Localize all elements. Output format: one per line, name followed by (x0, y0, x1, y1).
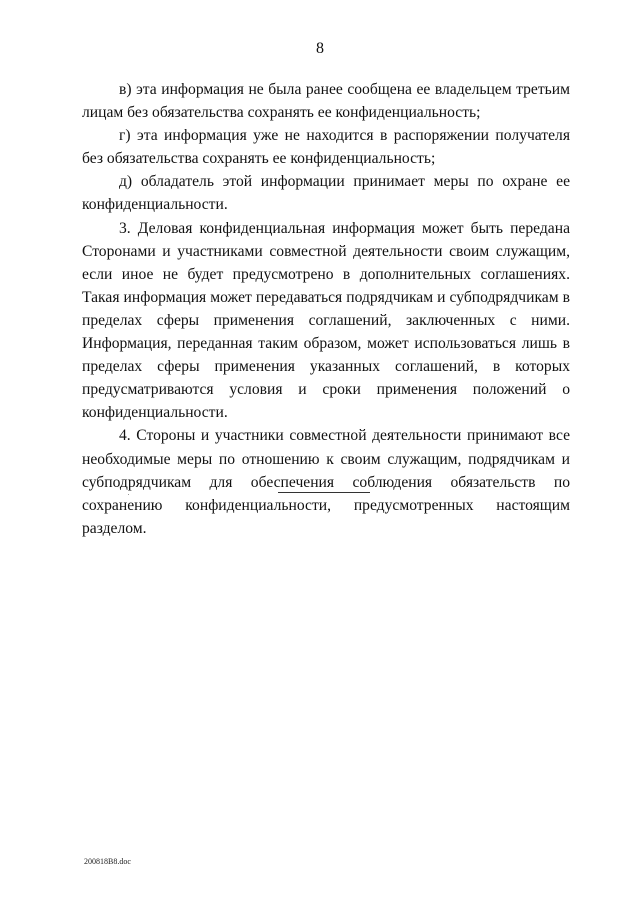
paragraph-g: г) эта информация уже не находится в распоряжении получателя без обязательства сохранять ее конфиденциальность; (82, 127, 570, 168)
page-number: 8 (316, 40, 324, 57)
footer-document-code: 200818В8.doc (84, 857, 131, 866)
paragraph-v: в) эта информация не была ранее сообщена ее владельцем третьим лицам без обязательства сохранять ее конфиденциальность; (82, 81, 570, 122)
paragraph-4: 4. Стороны и участники совместной деятельности принимают все необходимые меры по отношению к своим служащим, подрядчикам и субподрядчикам для обеспечения соблюдения обязательств по сохранению конфиденциальности, предусмотренных настоящим разделом. (82, 427, 570, 537)
document-body (82, 78, 570, 540)
paragraph-d: д) обладатель этой информации принимает меры по охране ее конфиденциальности. (82, 173, 570, 214)
stray-dot (128, 494, 129, 495)
section-separator-line (278, 492, 370, 493)
paragraph-3: 3. Деловая конфиденциальная информация может быть передана Сторонами и участниками совместной деятельности своим служащим, если иное не будет предусмотрено в дополнительных соглашениях. Такая информация может передаваться подрядчикам и субподрядчикам в пределах сферы применения соглашений, заключенных с ними. Информация, переданная таким образом, может использоваться лишь в пределах сферы применения указанных соглашений, в которых предусматриваются условия и сроки применения положений о конфиденциальности. (82, 219, 570, 422)
